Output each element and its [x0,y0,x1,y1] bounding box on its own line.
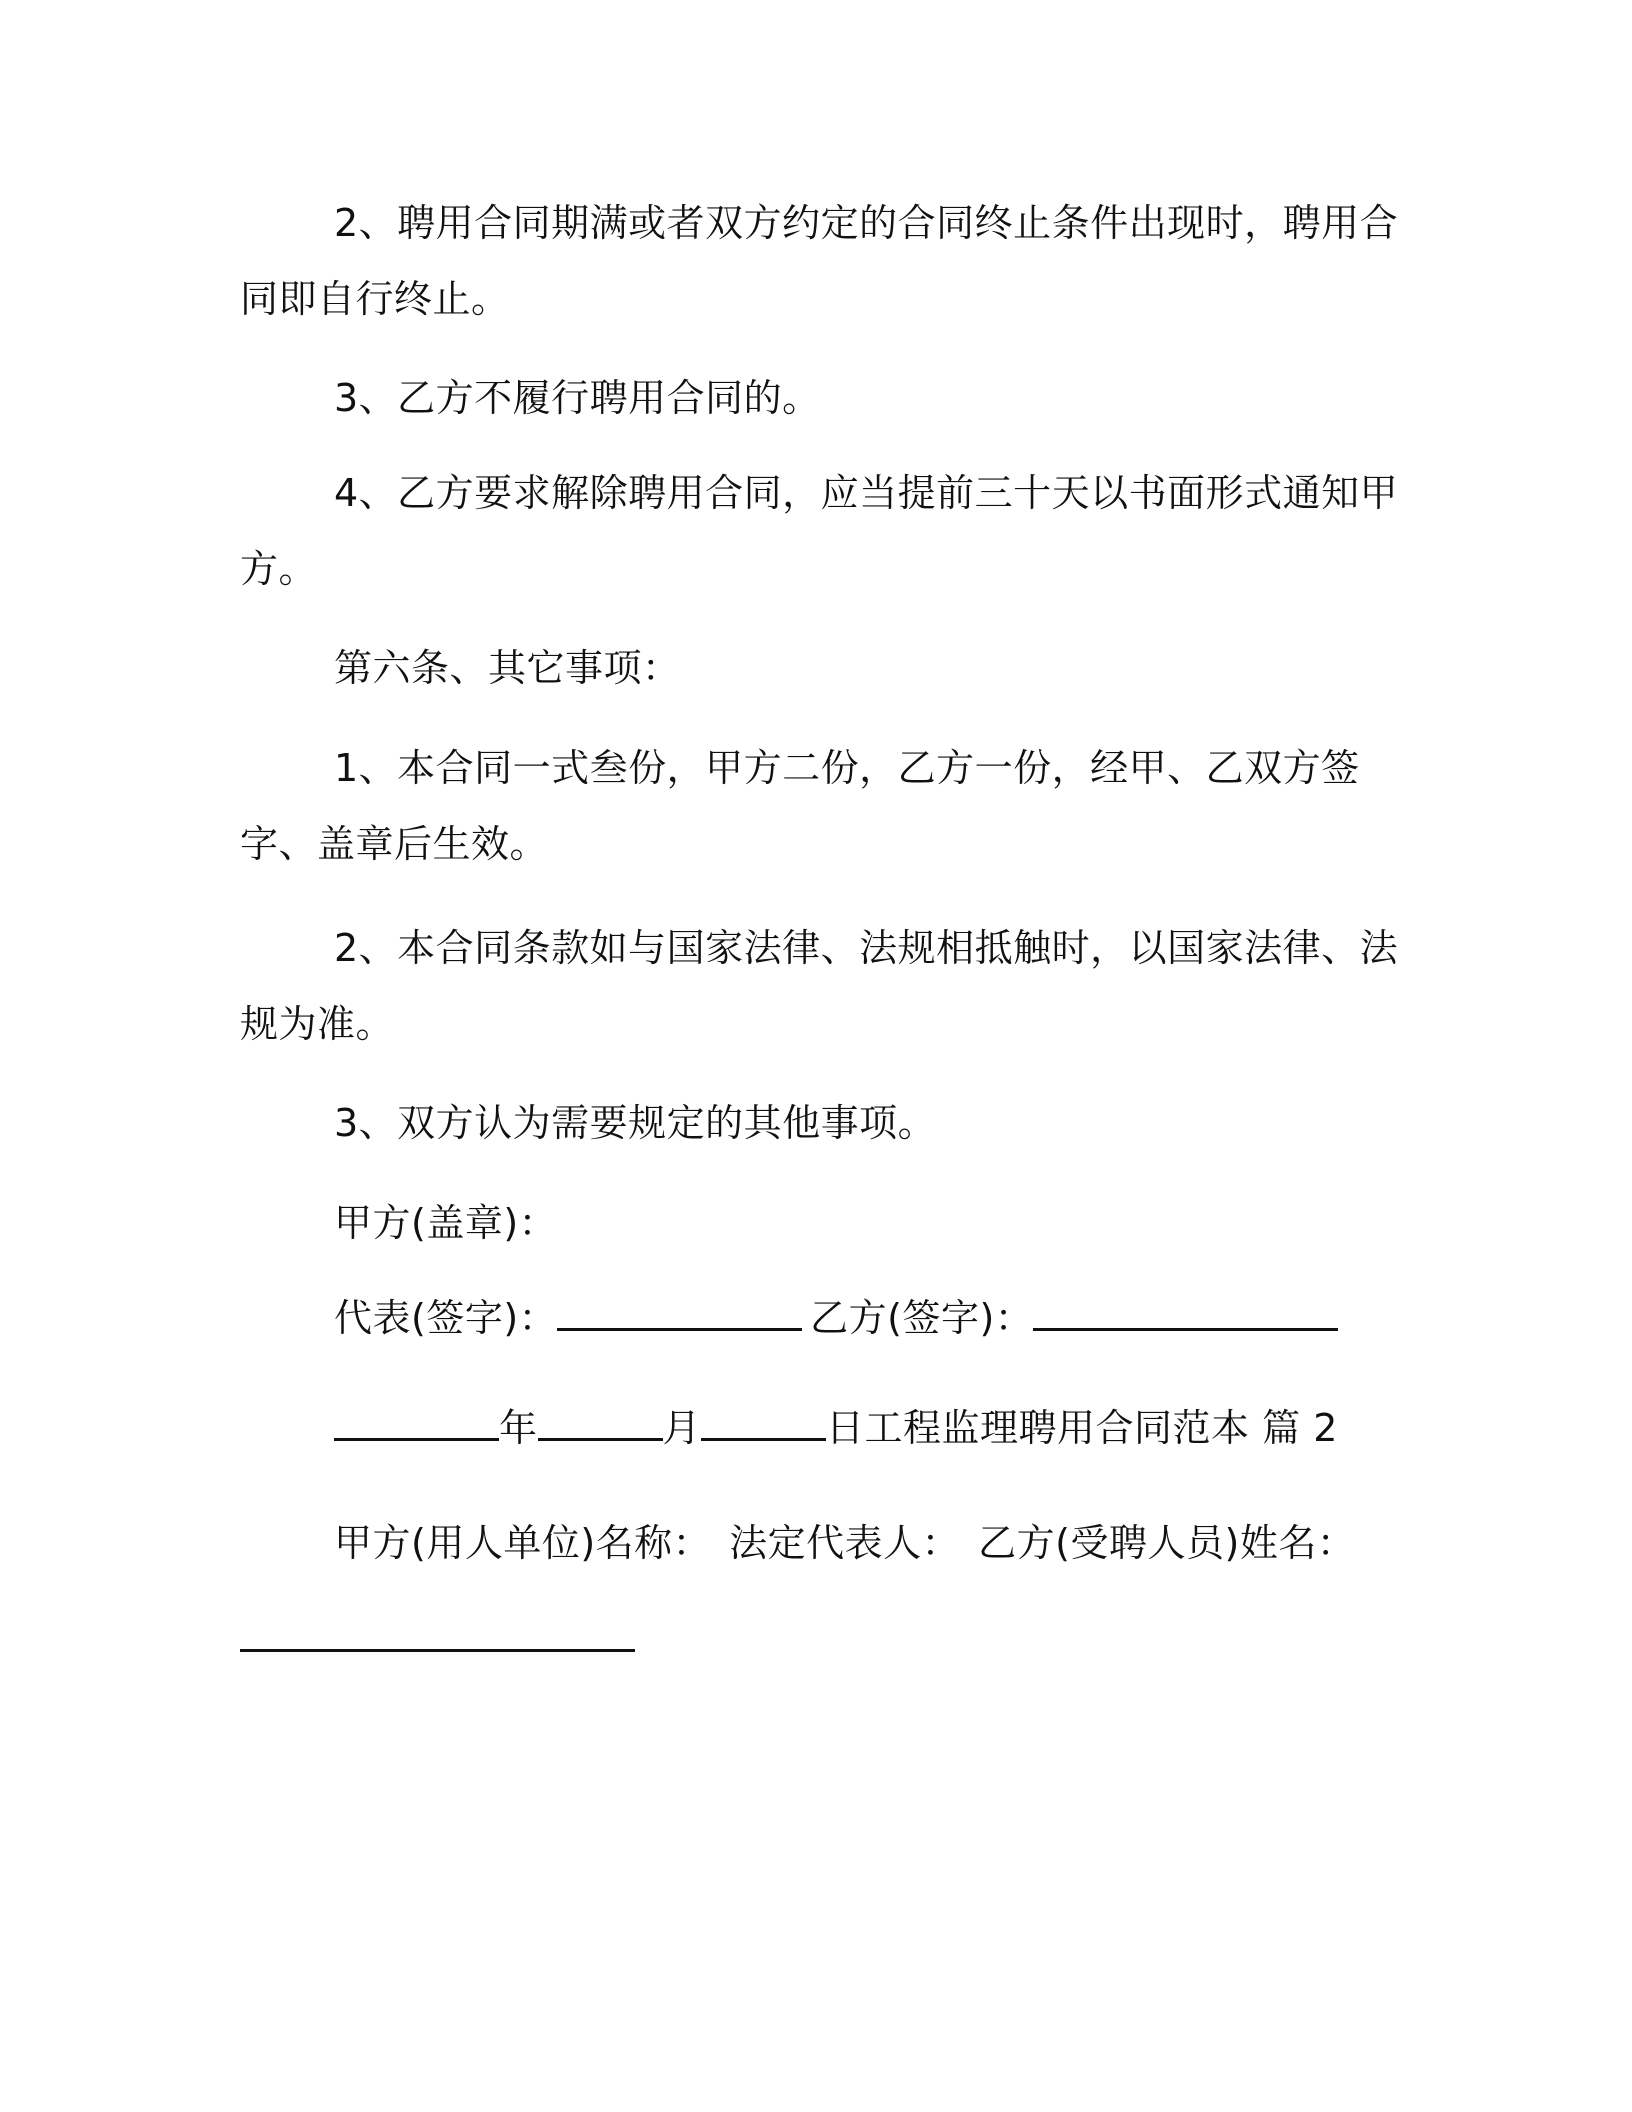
clause-4-paragraph: 4、乙方要求解除聘用合同，应当提前三十天以书面形式通知甲方。 [240,471,1399,591]
year-label: 年 [499,1406,538,1450]
clause-3-paragraph: 3、乙方不履行聘用合同的。 [334,376,821,420]
party-b-name-blank [240,1605,635,1652]
party-b-signature-label: 乙方(签字)： [810,1296,1034,1340]
signature-row [334,1280,1434,1356]
month-label: 月 [662,1406,702,1450]
representative-signature-blank [557,1284,802,1331]
other-item-3-paragraph: 3、双方认为需要规定的其他事项。 [334,1101,937,1145]
other-item-1-paragraph: 1、本合同一式叁份，甲方二份，乙方一份，经甲、乙双方签字、盖章后生效。 [240,746,1360,866]
day-blank [701,1394,826,1441]
party-a-name-label: 甲方(用人单位)名称： [334,1521,712,1565]
other-item-2-paragraph: 2、本合同条款如与国家法律、法规相抵触时，以国家法律、法规为准。 [240,926,1399,1046]
party-a-seal-line: 甲方(盖章)： [334,1201,558,1245]
legal-representative-label: 法定代表人： [729,1521,961,1565]
date-title-row [334,1390,1434,1466]
representative-signature-label: 代表(签字)： [334,1296,558,1340]
month-blank [538,1394,663,1441]
article-6-heading: 第六条、其它事项： [334,646,681,690]
party-b-signature-blank [1033,1284,1338,1331]
day-and-title-text: 日工程监理聘用合同范本 篇 2 [826,1406,1338,1450]
clause-2-paragraph: 2、聘用合同期满或者双方约定的合同终止条件出现时，聘用合同即自行终止。 [240,201,1399,321]
new-contract-parties-row [334,1505,1434,1581]
party-b-name-label: 乙方(受聘人员)姓名： [978,1521,1356,1565]
year-blank [334,1394,499,1441]
